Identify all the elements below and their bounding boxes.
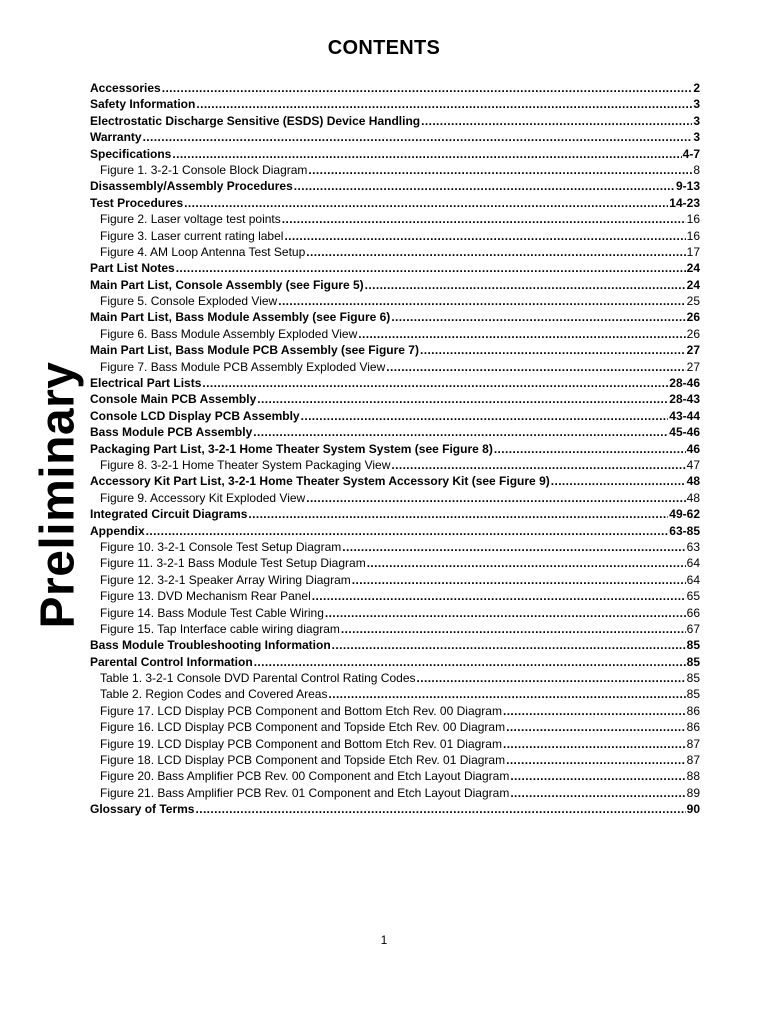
toc-entry	[90, 703, 700, 719]
toc-entry-page: 64	[686, 556, 700, 571]
toc-dot-leader	[196, 96, 692, 112]
page-number: 1	[380, 933, 388, 947]
toc-entry	[90, 113, 700, 129]
toc-entry	[90, 801, 700, 817]
toc-entry-label: Table 1. 3-2-1 Console DVD Parental Control Rating Codes	[100, 671, 416, 686]
toc-entry	[90, 162, 700, 178]
toc-dot-leader	[202, 375, 668, 391]
toc-entry-page: 90	[686, 802, 700, 817]
toc-dot-leader	[294, 178, 675, 194]
toc-entry	[90, 457, 700, 473]
toc-dot-leader	[365, 277, 686, 293]
toc-dot-leader	[417, 670, 686, 686]
toc-entry-page: 9-13	[675, 179, 700, 194]
toc-entry	[90, 359, 700, 375]
toc-entry	[90, 637, 700, 653]
toc-entry	[90, 506, 700, 522]
toc-entry-page: 46	[686, 441, 700, 456]
toc-entry-page: 24	[686, 261, 700, 276]
toc-entry	[90, 375, 700, 391]
toc-entry-page: 87	[686, 736, 700, 751]
toc-dot-leader	[172, 146, 681, 162]
toc-entry-page: 27	[686, 343, 700, 358]
toc-dot-leader	[510, 768, 685, 784]
toc-entry	[90, 768, 700, 784]
toc-entry-label: Figure 6. Bass Module Assembly Exploded View	[100, 326, 358, 341]
toc-entry-page: 2	[693, 81, 700, 95]
toc-entry-page: 16	[686, 212, 700, 227]
toc-entry	[90, 473, 700, 489]
toc-entry-label: Figure 9. Accessory Kit Exploded View	[100, 490, 306, 505]
toc-entry-label: Accessory Kit Part List, 3-2-1 Home Theater System Accessory Kit (see Figure 9)	[90, 474, 550, 489]
toc-dot-leader	[248, 506, 668, 522]
toc-entry	[90, 260, 700, 276]
toc-entry-page: 17	[686, 244, 700, 259]
toc-entry-page: 85	[686, 687, 700, 702]
toc-entry-page: 48	[686, 490, 700, 505]
toc-dot-leader	[506, 752, 686, 768]
toc-dot-leader	[306, 490, 685, 506]
toc-dot-leader	[503, 736, 686, 752]
toc-entry-label: Figure 1. 3-2-1 Console Block Diagram	[100, 162, 308, 177]
toc-entry-page: 43-44	[669, 408, 700, 423]
toc-entry-page: 3	[693, 97, 700, 112]
toc-entry-label: Packaging Part List, 3-2-1 Home Theater System System (see Figure 8)	[90, 441, 493, 456]
toc-entry-page: 85	[686, 638, 700, 653]
toc-dot-leader	[503, 703, 686, 719]
toc-entry-label: Figure 13. DVD Mechanism Rear Panel	[100, 589, 311, 604]
toc-entry-page: 88	[686, 769, 700, 784]
toc-dot-leader	[421, 113, 692, 129]
toc-entry-label: Figure 15. Tap Interface cable wiring diagram	[100, 621, 340, 636]
toc-entry-page: 65	[686, 589, 700, 604]
toc-dot-leader	[420, 342, 686, 358]
toc-entry-page: 45-46	[669, 425, 700, 440]
toc-entry-label: Warranty	[90, 130, 142, 145]
toc-entry-label: Safety Information	[90, 97, 196, 112]
toc-entry-page: 87	[686, 753, 700, 768]
toc-entry-label: Bass Module Troubleshooting Information	[90, 638, 331, 653]
toc-entry-label: Figure 8. 3-2-1 Home Theater System Packaging View	[100, 457, 391, 472]
toc-entry-page: 28-46	[669, 376, 700, 391]
toc-entry-label: Figure 10. 3-2-1 Console Test Setup Diagram	[100, 539, 342, 554]
toc-entry	[90, 326, 700, 342]
toc-dot-leader	[257, 391, 668, 407]
toc-entry-label: Electrical Part Lists	[90, 376, 202, 391]
toc-dot-leader	[312, 588, 686, 604]
toc-entry-label: Test Procedures	[90, 195, 184, 210]
toc-dot-leader	[254, 654, 686, 670]
toc-entry-label: Figure 17. LCD Display PCB Component and Bottom Etch Rev. 00 Diagram	[100, 703, 502, 718]
toc-entry-label: Glossary of Terms	[90, 802, 195, 817]
toc-dot-leader	[143, 129, 693, 145]
toc-entry	[90, 670, 700, 686]
toc-entry	[90, 490, 700, 506]
toc-entry	[90, 244, 700, 260]
toc-entry	[90, 572, 700, 588]
toc-entry-label: Figure 4. AM Loop Antenna Test Setup	[100, 244, 306, 259]
toc-entry-page: 86	[686, 720, 700, 735]
toc-entry-label: Integrated Circuit Diagrams	[90, 507, 248, 522]
toc-entry-label: Console Main PCB Assembly	[90, 392, 257, 407]
toc-entry	[90, 211, 700, 227]
toc-entry-page: 85	[686, 671, 700, 686]
toc-entry-page: 89	[686, 785, 700, 800]
page-title: CONTENTS	[327, 37, 441, 59]
toc-entry-page: 66	[686, 605, 700, 620]
toc-dot-leader	[506, 719, 686, 735]
toc-entry	[90, 588, 700, 604]
toc-entry-label: Figure 3. Laser current rating label	[100, 228, 284, 243]
toc-entry-page: 67	[686, 621, 700, 636]
toc-entry	[90, 605, 700, 621]
toc-entry	[90, 228, 700, 244]
toc-dot-leader	[308, 162, 692, 178]
toc-entry	[90, 178, 700, 194]
toc-entry	[90, 621, 700, 637]
toc-entry-label: Figure 21. Bass Amplifier PCB Rev. 01 Component and Etch Layout Diagram	[100, 785, 510, 800]
toc-entry-page: 24	[686, 277, 700, 292]
toc-entry	[90, 539, 700, 555]
toc-entry-page: 14-23	[669, 195, 700, 210]
preliminary-watermark: Preliminary	[31, 361, 85, 629]
toc-entry-label: Figure 7. Bass Module PCB Assembly Exploded View	[100, 359, 386, 374]
toc-entry-page: 28-43	[669, 392, 700, 407]
toc-entry-label: Appendix	[90, 523, 145, 538]
toc-entry	[90, 146, 700, 162]
toc-entry	[90, 441, 700, 457]
toc-entry-label: Accessories	[90, 81, 161, 95]
toc-entry-label: Part List Notes	[90, 261, 175, 276]
toc-dot-leader	[162, 80, 693, 96]
toc-dot-leader	[278, 293, 685, 309]
toc-entry	[90, 129, 700, 145]
toc-dot-leader	[282, 211, 686, 227]
toc-entry-label: Parental Control Information	[90, 654, 253, 669]
toc-entry	[90, 309, 700, 325]
toc-dot-leader	[510, 785, 685, 801]
toc-dot-leader	[332, 637, 686, 653]
toc-entry	[90, 293, 700, 309]
toc-entry-label: Main Part List, Bass Module PCB Assembly (see Figure 7)	[90, 343, 419, 358]
toc-entry-label: Main Part List, Bass Module Assembly (see Figure 6)	[90, 310, 391, 325]
toc-entry-label: Figure 11. 3-2-1 Bass Module Test Setup Diagram	[100, 556, 366, 571]
toc-entry-label: Figure 12. 3-2-1 Speaker Array Wiring Diagram	[100, 572, 351, 587]
toc-entry-page: 25	[686, 294, 700, 309]
toc-entry-label: Figure 5. Console Exploded View	[100, 294, 278, 309]
toc-dot-leader	[391, 457, 685, 473]
toc-entry-page: 8	[693, 162, 700, 177]
toc-entry	[90, 654, 700, 670]
toc-entry-page: 47	[686, 457, 700, 472]
toc-entry-page: 4-7	[682, 146, 700, 161]
toc-dot-leader	[184, 195, 668, 211]
toc-entry	[90, 719, 700, 735]
toc-entry-label: Electrostatic Discharge Sensitive (ESDS) Device Handling	[90, 113, 421, 128]
toc-dot-leader	[253, 424, 668, 440]
toc-entry-page: 26	[686, 310, 700, 325]
toc-entry	[90, 408, 700, 424]
toc-dot-leader	[494, 441, 686, 457]
toc-entry-label: Figure 19. LCD Display PCB Component and Bottom Etch Rev. 01 Diagram	[100, 736, 502, 751]
toc-dot-leader	[342, 539, 685, 555]
toc-dot-leader	[367, 555, 686, 571]
toc-entry-page: 27	[686, 359, 700, 374]
toc-entry-page: 26	[686, 326, 700, 341]
toc-entry-page: 63-85	[669, 523, 700, 538]
toc-entry-page: 86	[686, 703, 700, 718]
table-of-contents	[90, 80, 700, 818]
toc-entry-page: 85	[686, 654, 700, 669]
toc-entry	[90, 96, 700, 112]
toc-entry-page: 3	[693, 130, 700, 145]
toc-dot-leader	[284, 228, 685, 244]
toc-dot-leader	[328, 686, 685, 702]
toc-entry-label: Figure 2. Laser voltage test points	[100, 212, 281, 227]
toc-entry-page: 64	[686, 572, 700, 587]
toc-entry-page: 49-62	[669, 507, 700, 522]
toc-entry	[90, 686, 700, 702]
toc-dot-leader	[391, 309, 685, 325]
toc-entry-page: 16	[686, 228, 700, 243]
toc-entry-label: Specifications	[90, 146, 172, 161]
toc-entry	[90, 391, 700, 407]
toc-entry-label: Figure 14. Bass Module Test Cable Wiring	[100, 605, 324, 620]
toc-entry-label: Table 2. Region Codes and Covered Areas	[100, 687, 328, 702]
toc-entry-label: Figure 16. LCD Display PCB Component and Topside Etch Rev. 00 Diagram	[100, 720, 506, 735]
toc-dot-leader	[195, 801, 685, 817]
toc-entry-label: Main Part List, Console Assembly (see Figure 5)	[90, 277, 364, 292]
toc-dot-leader	[176, 260, 686, 276]
toc-entry-page: 3	[693, 113, 700, 128]
toc-entry	[90, 342, 700, 358]
toc-dot-leader	[386, 359, 685, 375]
toc-dot-leader	[358, 326, 685, 342]
toc-entry-page: 48	[686, 474, 700, 489]
toc-dot-leader	[551, 473, 686, 489]
toc-entry	[90, 736, 700, 752]
toc-dot-leader	[146, 523, 669, 539]
toc-entry	[90, 277, 700, 293]
toc-dot-leader	[352, 572, 686, 588]
toc-entry	[90, 785, 700, 801]
toc-entry-label: Bass Module PCB Assembly	[90, 425, 253, 440]
toc-dot-leader	[306, 244, 685, 260]
toc-dot-leader	[325, 605, 686, 621]
toc-entry-label: Figure 20. Bass Amplifier PCB Rev. 00 Component and Etch Layout Diagram	[100, 769, 510, 784]
toc-dot-leader	[301, 408, 669, 424]
toc-entry	[90, 424, 700, 440]
toc-entry	[90, 752, 700, 768]
toc-entry-label: Figure 18. LCD Display PCB Component and Topside Etch Rev. 01 Diagram	[100, 753, 506, 768]
toc-entry	[90, 523, 700, 539]
toc-entry-page: 63	[686, 539, 700, 554]
toc-entry	[90, 555, 700, 571]
toc-entry	[90, 195, 700, 211]
toc-entry-label: Disassembly/Assembly Procedures	[90, 179, 293, 194]
toc-entry-label: Console LCD Display PCB Assembly	[90, 408, 300, 423]
toc-dot-leader	[341, 621, 686, 637]
toc-entry	[90, 80, 700, 96]
